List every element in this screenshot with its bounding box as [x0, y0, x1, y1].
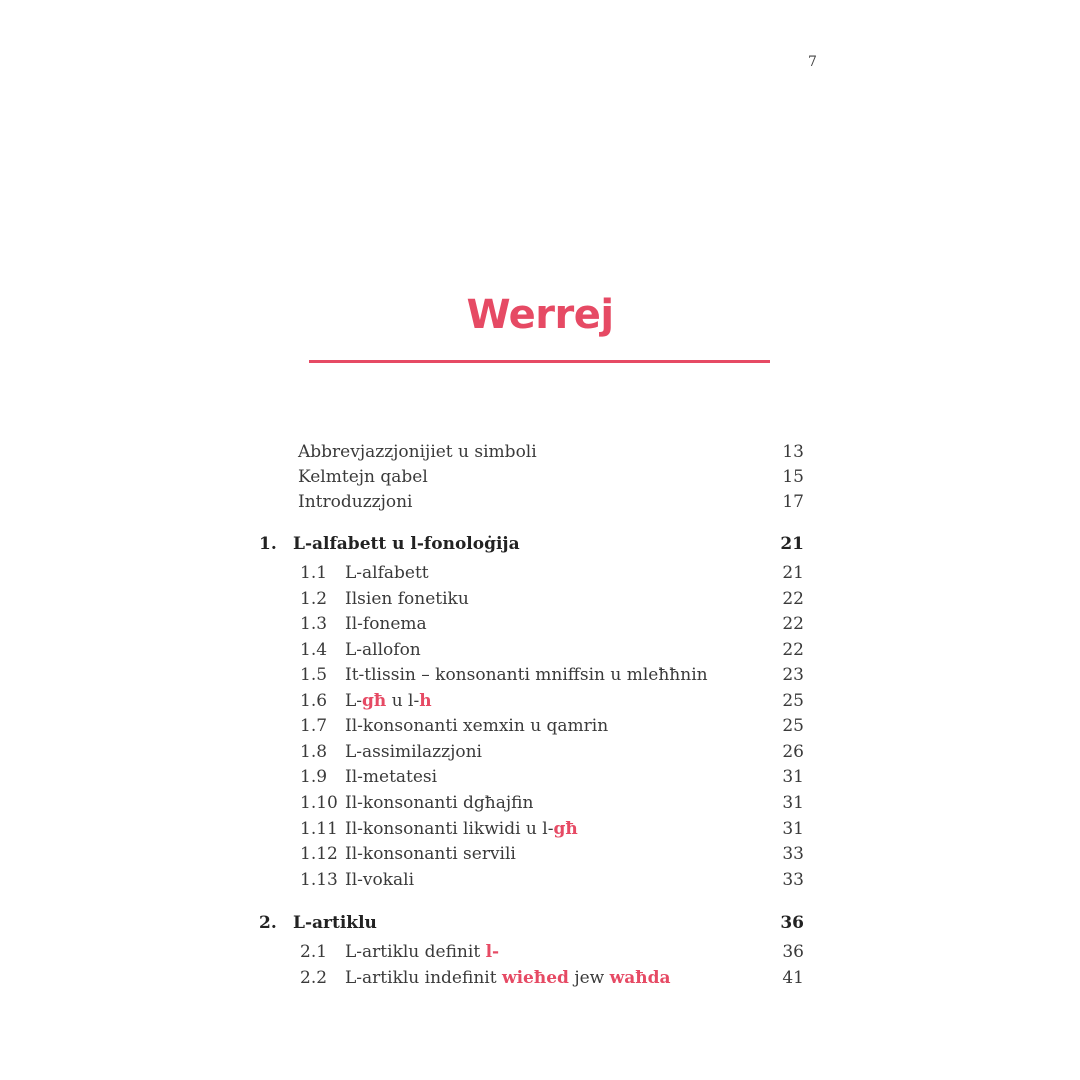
toc-section[interactable]: [0, 714, 1080, 738]
section-page: 22: [782, 589, 804, 609]
entry-title: Kelmtejn qabel: [298, 467, 428, 487]
highlighted-letter: għ: [362, 691, 387, 711]
section-page: 21: [782, 563, 804, 583]
section-page: 22: [782, 640, 804, 660]
section-number: 1.8: [300, 742, 328, 762]
section-title: [345, 940, 499, 964]
toc-section[interactable]: [0, 817, 1080, 841]
toc-section[interactable]: [0, 663, 1080, 687]
section-number: 1.6: [300, 691, 328, 711]
section-number: 1.12: [300, 844, 338, 864]
title-text: L-artiklu definit: [345, 942, 486, 962]
chapter-title: L-alfabett u l-fonoloġija: [293, 534, 520, 554]
section-number: 1.9: [300, 767, 328, 787]
toc-entry[interactable]: [0, 490, 1080, 514]
section-number: 1.5: [300, 665, 328, 685]
section-page: 22: [782, 614, 804, 634]
section-title: Il-konsonanti xemxin u qamrin: [345, 716, 609, 736]
toc-section[interactable]: [0, 740, 1080, 764]
toc-section[interactable]: [0, 842, 1080, 866]
entry-title: Abbrevjazzjonijiet u simboli: [298, 442, 537, 462]
section-title: [345, 966, 671, 990]
section-page: 31: [782, 819, 804, 839]
entry-page: 15: [782, 467, 804, 487]
chapter-heading[interactable]: [0, 911, 1080, 935]
toc-section[interactable]: [0, 561, 1080, 585]
toc-section[interactable]: [0, 966, 1080, 990]
section-page: 41: [782, 968, 804, 988]
chapter-number: 2.: [259, 913, 277, 933]
section-page: 25: [782, 716, 804, 736]
toc-section[interactable]: [0, 940, 1080, 964]
title-text: jew: [568, 968, 610, 988]
chapter-title: L-artiklu: [293, 913, 377, 933]
section-page: 36: [782, 942, 804, 962]
highlighted-letter: h: [419, 691, 432, 711]
section-title: L-allofon: [345, 640, 421, 660]
toc-title: Werrej: [466, 292, 614, 338]
toc-entry[interactable]: [0, 465, 1080, 489]
section-title: Il-konsonanti dgħajfin: [345, 793, 534, 813]
entry-page: 13: [782, 442, 804, 462]
section-number: 1.13: [300, 870, 338, 890]
toc-section[interactable]: [0, 765, 1080, 789]
section-number: 1.1: [300, 563, 328, 583]
section-title: Il-fonema: [345, 614, 427, 634]
section-title: L-alfabett: [345, 563, 429, 583]
section-number: 2.1: [300, 942, 328, 962]
chapter-number: 1.: [259, 534, 277, 554]
title-rule: [309, 360, 770, 363]
chapter-page: 21: [780, 534, 804, 554]
title-text: L-: [345, 691, 363, 711]
section-title: [345, 689, 432, 713]
entry-title: Introduzzjoni: [298, 492, 413, 512]
section-page: 33: [782, 870, 804, 890]
toc-section[interactable]: [0, 689, 1080, 713]
section-page: 23: [782, 665, 804, 685]
section-title: Ilsien fonetiku: [345, 589, 469, 609]
section-number: 2.2: [300, 968, 328, 988]
title-text: u l-: [386, 691, 420, 711]
toc-entry[interactable]: [0, 440, 1080, 464]
toc-section[interactable]: [0, 868, 1080, 892]
section-page: 33: [782, 844, 804, 864]
section-page: 26: [782, 742, 804, 762]
section-number: 1.3: [300, 614, 328, 634]
section-number: 1.4: [300, 640, 328, 660]
section-title: It-tlissin – konsonanti mniffsin u mleħħnin: [345, 665, 708, 685]
section-number: 1.7: [300, 716, 328, 736]
title-text: Il-konsonanti likwidi u l-: [345, 819, 554, 839]
section-page: 25: [782, 691, 804, 711]
toc-section[interactable]: [0, 612, 1080, 636]
section-title: Il-metatesi: [345, 767, 438, 787]
section-number: 1.11: [300, 819, 338, 839]
section-page: 31: [782, 767, 804, 787]
section-title: [345, 817, 578, 841]
highlighted-word: l-: [485, 942, 500, 962]
entry-page: 17: [782, 492, 804, 512]
highlighted-letter: għ: [553, 819, 578, 839]
section-page: 31: [782, 793, 804, 813]
chapter-page: 36: [780, 913, 804, 933]
page-number: 7: [808, 54, 817, 70]
toc-section[interactable]: [0, 587, 1080, 611]
title-text: L-artiklu indefinit: [345, 968, 502, 988]
chapter-heading[interactable]: [0, 532, 1080, 556]
toc-section[interactable]: [0, 638, 1080, 662]
highlighted-word: wieħed: [501, 968, 569, 988]
section-title: Il-konsonanti servili: [345, 844, 516, 864]
toc-section[interactable]: [0, 791, 1080, 815]
highlighted-word: waħda: [609, 968, 671, 988]
section-title: Il-vokali: [345, 870, 415, 890]
section-number: 1.2: [300, 589, 328, 609]
section-number: 1.10: [300, 793, 338, 813]
section-title: L-assimilazzjoni: [345, 742, 482, 762]
